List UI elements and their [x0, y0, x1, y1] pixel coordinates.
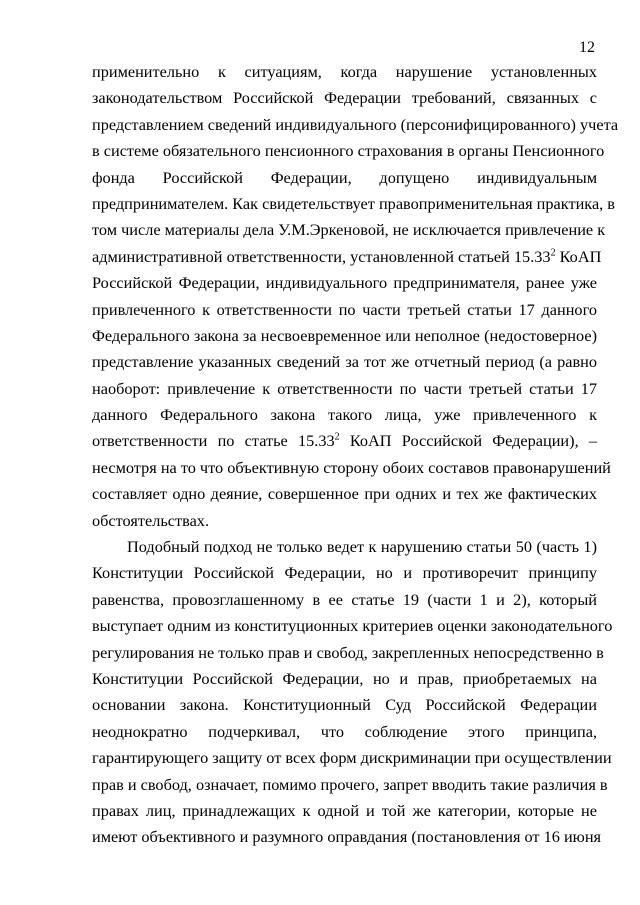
- text-line: том числе материалы дела У.М.Эркеновой, не исключается привлечение к: [92, 220, 606, 240]
- page-number: 12: [579, 39, 595, 56]
- text-line: регулирования не только прав и свобод, закрепленных непосредственно в: [92, 642, 604, 662]
- text-line: фонда Российской Федерации, допущено индивидуальным: [92, 167, 597, 187]
- paragraph-2: [92, 534, 613, 851]
- text-segment: ответственности по статье 15.33: [92, 431, 335, 451]
- text-line: Федерального закона за несвоевременное или неполное (недостоверное): [92, 325, 597, 345]
- text-line: гарантирующего защиту от всех форм дискриминации при осуществлении: [92, 748, 612, 768]
- text-line: равенства, провозглашенному в ее статье 19 (части 1 и 2), который: [92, 589, 597, 609]
- text-line: Российской Федерации, индивидуального предпринимателя, ранее уже: [92, 273, 597, 293]
- text-line: представлением сведений индивидуального (персонифицированного) учета: [92, 114, 619, 134]
- text-line: представление указанных сведений за тот же отчетный период (а равно: [92, 352, 597, 372]
- text-line: Конституции Российской Федерации, но и прав, приобретаемых на: [92, 668, 597, 688]
- text-line: выступает одним из конституционных критериев оценки законодательного: [92, 616, 613, 636]
- text-line: правах лиц, принадлежащих к одной и той же категории, которые не: [92, 800, 597, 820]
- text-line: законодательством Российской Федерации требований, связанных с: [92, 88, 597, 108]
- text-line: применительно к ситуациям, когда нарушение установленных: [92, 62, 597, 81]
- text-segment: административной ответственности, установленной статьей 15.33: [92, 246, 551, 266]
- body-text: [92, 59, 619, 851]
- text-segment: КоАП Российской Федерации), –: [339, 431, 598, 451]
- superscript: 2: [334, 432, 340, 444]
- text-line: Подобный подход не только ведет к нарушению статьи 50 (часть 1): [127, 537, 597, 557]
- text-segment: КоАП: [555, 246, 602, 266]
- text-line: предпринимателем. Как свидетельствует правоприменительная практика, в: [92, 193, 615, 213]
- text-line: прав и свобод, означает, помимо прочего, запрет вводить такие различия в: [92, 774, 608, 794]
- paragraph-1: [92, 59, 619, 534]
- text-line: в системе обязательного пенсионного страхования в органы Пенсионного: [92, 141, 605, 161]
- superscript: 2: [550, 247, 556, 259]
- text-line: привлеченного к ответственности по части третьей статьи 17 данного: [92, 299, 597, 319]
- text-line: неоднократно подчеркивал, что соблюдение этого принципа,: [92, 721, 597, 741]
- text-line: [92, 428, 597, 454]
- text-line: [92, 244, 602, 270]
- text-line: несмотря на то что объективную сторону обоих составов правонарушений: [92, 457, 611, 477]
- text-line: данного Федерального закона такого лица, уже привлеченного к: [92, 405, 597, 425]
- text-line: наоборот: привлечение к ответственности по части третьей статьи 17: [92, 378, 597, 398]
- text-line: обстоятельствах.: [92, 510, 210, 530]
- text-line: основании закона. Конституционный Суд Российской Федерации: [92, 695, 597, 715]
- text-line: Конституции Российской Федерации, но и противоречит принципу: [92, 563, 597, 583]
- text-line: имеют объективного и разумного оправдания (постановления от 16 июня: [92, 827, 602, 847]
- text-line: составляет одно деяние, совершенное при одних и тех же фактических: [92, 484, 597, 504]
